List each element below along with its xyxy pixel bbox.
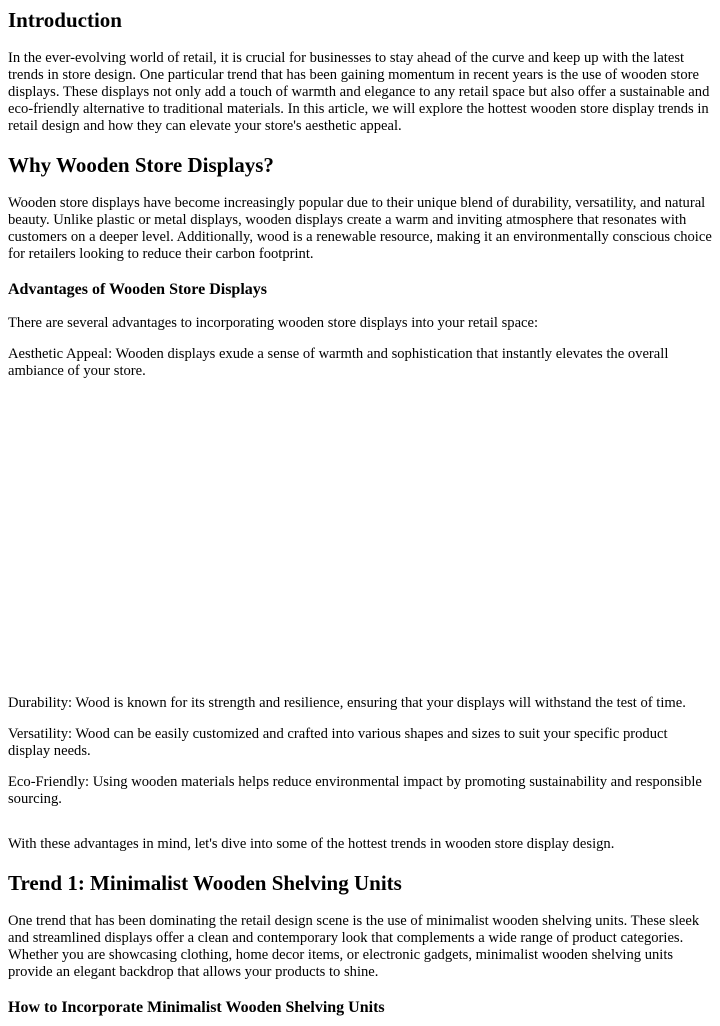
image-placeholder-area: [8, 380, 712, 687]
advantage-versatility: Versatility: Wood can be easily customized and crafted into various shapes and sizes to suit your specific product display needs.: [8, 726, 668, 759]
transition-paragraph: With these advantages in mind, let's dive into some of the hottest trends in wooden store display design.: [8, 836, 615, 852]
advantage-eco: Eco-Friendly: Using wooden materials helps reduce environmental impact by promoting sustainability and responsible sourcing.: [8, 774, 702, 807]
intro-paragraph: In the ever-evolving world of retail, it is crucial for businesses to stay ahead of the curve and keep up with the latest trends in store design. One particular trend that has been gaining momentum in recent years is the use of wooden store displays. These displays not only add a touch of warmth and elegance to any retail space but also offer a sustainable and eco-friendly alternative to traditional materials. In this article, we will explore the hottest wooden store display trends in retail design and how they can elevate your store's aesthetic appeal.: [8, 50, 710, 134]
why-heading: Why Wooden Store Displays?: [8, 153, 274, 177]
article-page: [0, 8, 720, 1017]
intro-heading: Introduction: [8, 8, 122, 32]
advantage-durability: Durability: Wood is known for its strength and resilience, ensuring that your displays will withstand the test of time.: [8, 695, 686, 711]
advantages-heading: Advantages of Wooden Store Displays: [8, 281, 267, 298]
advantages-intro: There are several advantages to incorporating wooden store displays into your retail space:: [8, 315, 539, 331]
advantage-aesthetic: Aesthetic Appeal: Wooden displays exude a sense of warmth and sophistication that instantly elevates the overall ambiance of your store.: [8, 346, 669, 379]
incorporate-heading: How to Incorporate Minimalist Wooden Shelving Units: [8, 999, 385, 1016]
trend1-paragraph: One trend that has been dominating the retail design scene is the use of minimalist wooden shelving units. These sleek and streamlined displays offer a clean and contemporary look that complements a wide range of product categories. Whether you are showcasing clothing, home decor items, or electronic gadgets, minimalist wooden shelving units provide an elegant backdrop that allows your products to shine.: [8, 913, 700, 980]
trend1-heading: Trend 1: Minimalist Wooden Shelving Units: [8, 871, 402, 895]
why-paragraph: Wooden store displays have become increasingly popular due to their unique blend of durability, versatility, and natural beauty. Unlike plastic or metal displays, wooden displays create a warm and inviting atmosphere that resonates with customers on a deeper level. Additionally, wood is a renewable resource, making it an environmentally conscious choice for retailers looking to reduce their carbon footprint.: [8, 195, 712, 262]
